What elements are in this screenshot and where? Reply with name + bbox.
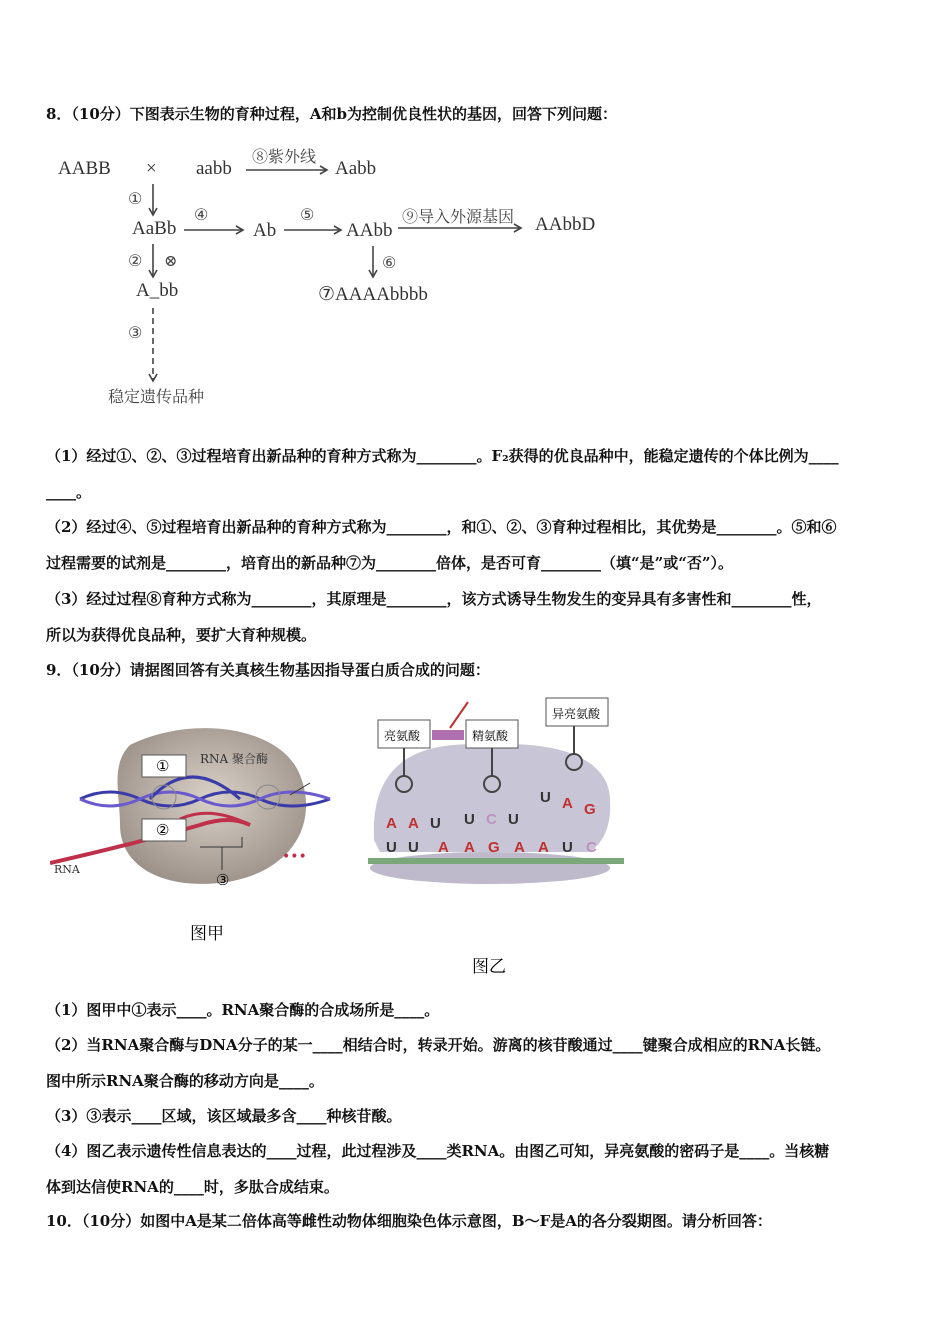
step2-label: ② (128, 253, 143, 270)
diagram-aabb-mutant: Aabb (335, 158, 377, 179)
codon-0: U (386, 839, 397, 856)
aa1-label: 亮氨酸 (384, 729, 421, 743)
peptide-arrow (450, 702, 468, 728)
q8-part1-line1: （1）经过①、②、③过程培育出新品种的育种方式称为________。F₂获得的优良品种中，能稳定遗传的个体比例为____ (46, 447, 839, 465)
caption-jia: 图甲 (190, 924, 224, 944)
codon-8: C (586, 839, 597, 856)
q8-header: 8．（10分）下图表示生物的育种过程，A和b为控制优良性状的基因，回答下列问题： (46, 105, 617, 123)
step1-label: ① (128, 191, 143, 208)
aa2-label: 精氨酸 (472, 729, 509, 743)
q9-header: 9．（10分）请据图回答有关真核生物基因指导蛋白质合成的问题： (46, 661, 490, 679)
q10-header: 10．（10分）如图中A是某二倍体高等雌性动物体细胞染色体示意图，B～F是A的各分裂期图。请分析回答： (46, 1212, 772, 1230)
ac2-1: C (486, 811, 497, 828)
q9-part3: （3）③表示____区域，该区域最多含____种核苷酸。 (46, 1107, 402, 1125)
codon-5: A (514, 839, 525, 856)
step8-label: ⑧紫外线 (252, 149, 317, 166)
rna-polymerase-label: RNA 聚合酶 (200, 752, 269, 766)
label-1: ① (156, 757, 170, 775)
step4-label: ④ (194, 207, 209, 224)
selfing-symbol: ⊗ (164, 253, 178, 270)
label-3: ③ (216, 871, 230, 889)
step3-label: ③ (128, 325, 143, 342)
q8-part3-line1: （3）经过过程⑧育种方式称为________，其原理是________，该方式诱导生物发生的变异具有多害性和________性， (46, 590, 822, 608)
figure-jia-transcription (50, 715, 350, 955)
mrna-strand (368, 858, 624, 864)
q9-part2-line2: 图中所示RNA聚合酶的移动方向是____。 (46, 1072, 324, 1090)
step6-label: ⑥ (382, 255, 397, 272)
q9-part1: （1）图甲中①表示____。RNA聚合酶的合成场所是____。 (46, 1001, 440, 1019)
diagram-ab-haploid: Ab (253, 220, 277, 241)
peptide-bond (432, 730, 464, 740)
q8-part3-line2: 所以为获得优良品种，要扩大育种规模。 (46, 626, 317, 644)
q8-part1-line2: ____。 (46, 483, 92, 501)
diagram-a-bb: A_bb (136, 280, 179, 301)
ac1-2: U (430, 815, 441, 832)
codon-2: A (438, 839, 449, 856)
stable-variety-label: 稳定遗传品种 (108, 389, 205, 406)
q9-part4-line2: 体到达信使RNA的____时，多肽合成结束。 (46, 1178, 339, 1196)
ac1-1: A (408, 815, 419, 832)
diagram-aabb-f1: AaBb (132, 218, 177, 239)
q8-part2-line2: 过程需要的试剂是________，培育出的新品种⑦为________倍体，是否可育________（填“是”或“否”）。 (46, 554, 734, 572)
caption-yi: 图乙 (472, 957, 506, 977)
ac1-0: A (386, 815, 397, 832)
q9-part4-line1: （4）图乙表示遗传性信息表达的____过程，此过程涉及____类RNA。由图乙可知，异亮氨酸的密码子是____。当核糖 (46, 1142, 830, 1160)
codon-4: G (488, 839, 500, 856)
codon-3: A (464, 839, 475, 856)
nucleotide-dots: ••• (282, 849, 307, 865)
ac3-0: U (540, 789, 551, 806)
diagram-aabb-doubled: AAbb (346, 220, 393, 241)
mrna-codons (386, 839, 597, 856)
q8-part2-line1: （2）经过④、⑤过程培育出新品种的育种方式称为________，和①、②、③育种过程相比，其优势是________。⑤和⑥ (46, 518, 837, 536)
diagram-aabb-parent: AABB (58, 158, 111, 179)
codon-6: A (538, 839, 549, 856)
codon-1: U (408, 839, 419, 856)
ac2-2: U (508, 811, 519, 828)
diagram-aabbd: AAbbD (535, 214, 596, 235)
step9-label: ⑨导入外源基因 (402, 209, 515, 226)
label-2: ② (156, 821, 170, 839)
diagram-cross-symbol: × (146, 158, 157, 179)
ac3-1: A (562, 795, 573, 812)
codon-7: U (562, 839, 573, 856)
ac3-2: G (584, 801, 596, 818)
aa3-label: 异亮氨酸 (552, 707, 601, 721)
rna-label: RNA (54, 863, 80, 876)
diagram-aaaabbbb: ⑦AAAAbbbb (318, 284, 428, 305)
q8-breeding-diagram (50, 140, 630, 420)
figure-yi-translation (360, 690, 640, 980)
ribosome-small (370, 852, 610, 884)
q9-part2-line1: （2）当RNA聚合酶与DNA分子的某一____相结合时，转录开始。游离的核苷酸通过____键聚合成相应的RNA长链。 (46, 1036, 831, 1054)
diagram-aabb-recessive: aabb (196, 158, 232, 179)
ac2-0: U (464, 811, 475, 828)
step5-label: ⑤ (300, 207, 315, 224)
